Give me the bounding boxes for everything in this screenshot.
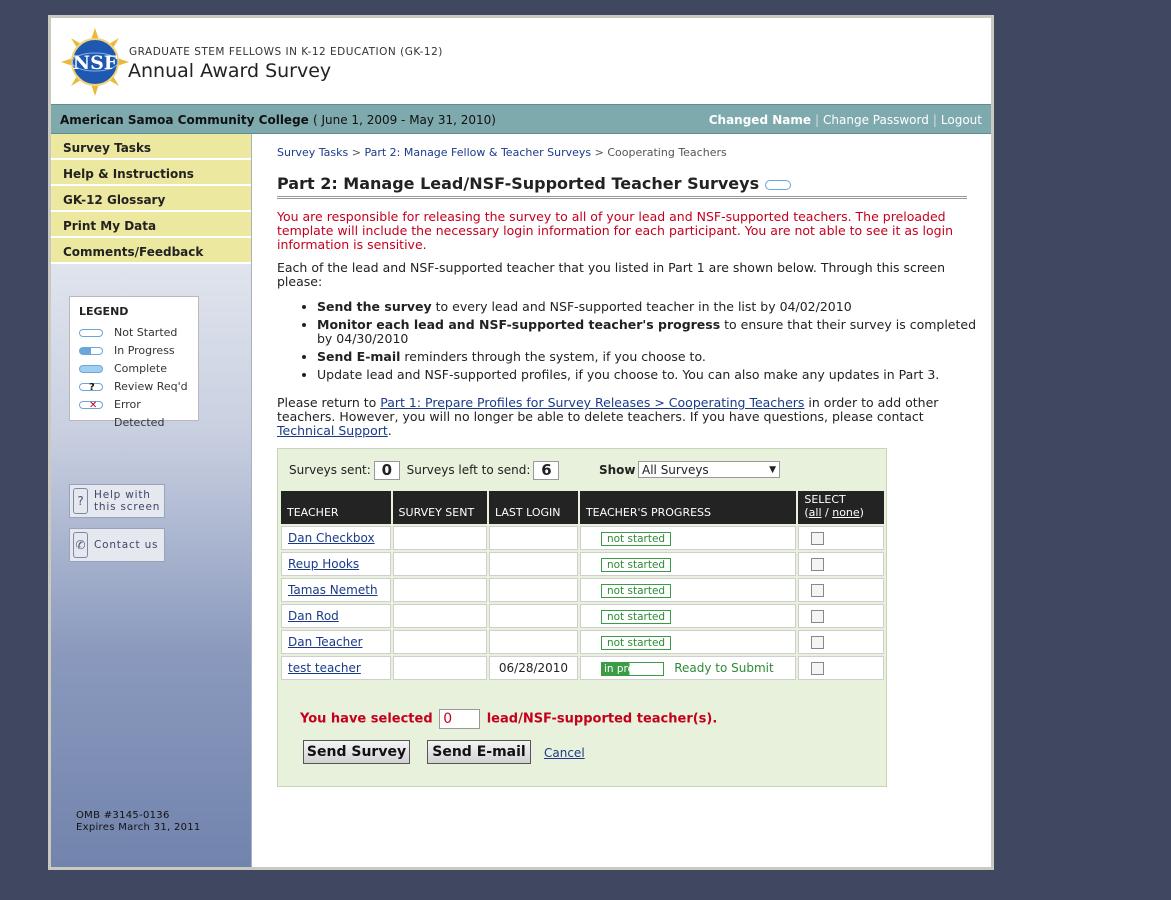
- user-links: [709, 113, 982, 127]
- breadcrumb-part2[interactable]: Part 2: Manage Fellow & Teacher Surveys: [364, 146, 592, 159]
- list-item: • Update lead and NSF-supported profiles, if you choose to. You can also make any updates in Part 3.: [317, 368, 977, 382]
- select-checkbox[interactable]: [811, 610, 824, 623]
- teacher-link[interactable]: Dan Checkbox: [288, 531, 375, 545]
- select-none-link[interactable]: none: [832, 506, 860, 519]
- not-started-icon: [79, 329, 103, 337]
- show-filter-select[interactable]: All Surveys ▼: [638, 461, 780, 478]
- phone-icon: ✆: [73, 532, 88, 558]
- table-row: [281, 630, 884, 654]
- cancel-link[interactable]: Cancel: [544, 746, 585, 760]
- contact-us-button[interactable]: ✆ Contact us: [69, 528, 165, 562]
- nav-comments-feedback[interactable]: Comments/Feedback: [51, 238, 251, 264]
- teacher-link[interactable]: Dan Rod: [288, 609, 339, 623]
- list-item: • Send E-mail reminders through the system, if you choose to.: [317, 350, 977, 364]
- legend-title: LEGEND: [79, 305, 129, 318]
- col-teacher[interactable]: TEACHER: [281, 491, 391, 524]
- legend-error: ✕ Error Detected: [79, 396, 189, 414]
- nav-help-instructions[interactable]: Help & Instructions: [51, 160, 251, 186]
- send-survey-button[interactable]: Send Survey: [303, 740, 410, 764]
- select-checkbox[interactable]: [811, 532, 824, 545]
- teacher-link[interactable]: Dan Teacher: [288, 635, 363, 649]
- select-all-link[interactable]: all: [808, 506, 822, 519]
- teacher-link[interactable]: Reup Hooks: [288, 557, 360, 571]
- in-progress-icon: [79, 347, 103, 355]
- col-survey-sent[interactable]: SURVEY SENT: [393, 491, 488, 524]
- teacher-table: [279, 489, 886, 682]
- status-not-started-icon: [765, 180, 791, 190]
- institution-name: American Samoa Community College ( June 1, 2009 - May 31, 2010): [60, 113, 496, 127]
- award-dates: ( June 1, 2009 - May 31, 2010): [312, 113, 496, 127]
- select-checkbox[interactable]: [811, 662, 824, 675]
- omb-info: OMB #3145-0136 Expires March 31, 2011: [76, 810, 201, 833]
- status-badge: not started: [601, 532, 671, 546]
- legend-not-started: Not Started: [79, 324, 189, 342]
- table-row: [281, 526, 884, 550]
- show-label: Show: [599, 463, 636, 477]
- nsf-logo: [61, 28, 129, 96]
- selected-count-field[interactable]: 0: [439, 709, 480, 729]
- legend-complete: Complete: [79, 360, 189, 378]
- review-required-icon: ?: [79, 383, 103, 391]
- change-password-link[interactable]: Change Password: [823, 113, 929, 127]
- program-name: GRADUATE STEM FELLOWS IN K-12 EDUCATION (GK-12): [129, 46, 443, 58]
- page-frame: [48, 15, 994, 870]
- help-icon: ?: [73, 488, 88, 514]
- logout-link[interactable]: Logout: [940, 113, 982, 127]
- status-badge: not started: [601, 610, 671, 624]
- status-note: Ready to Submit: [674, 660, 774, 675]
- teacher-link[interactable]: test teacher: [288, 661, 361, 675]
- svg-text:NSF: NSF: [72, 52, 118, 74]
- header: [51, 18, 991, 103]
- separator: |: [815, 113, 820, 127]
- survey-panel: [277, 448, 887, 787]
- breadcrumb-current: Cooperating Teachers: [607, 146, 727, 159]
- select-checkbox[interactable]: [811, 584, 824, 597]
- status-badge: in progress: [601, 662, 664, 676]
- teacher-link[interactable]: Tamas Nemeth: [288, 583, 378, 597]
- nav-glossary[interactable]: GK-12 Glossary: [51, 186, 251, 212]
- send-email-button[interactable]: Send E-mail: [427, 740, 531, 764]
- breadcrumb-survey-tasks[interactable]: Survey Tasks: [277, 146, 349, 159]
- status-badge: not started: [601, 558, 671, 572]
- complete-icon: [79, 365, 103, 373]
- legend: [69, 296, 199, 429]
- breadcrumb: Survey Tasks > Part 2: Manage Fellow & Teacher Surveys > Cooperating Teachers: [277, 146, 727, 159]
- legend-review: ? Review Req'd: [79, 378, 189, 396]
- table-header-row: [281, 491, 884, 524]
- return-note: Please return to Part 1: Prepare Profiles for Survey Releases > Cooperating Teachers in order to add other teachers. However, you will no longer be able to delete teachers. If you have questions, please contact Technical Support.: [277, 395, 939, 438]
- user-name-link[interactable]: Changed Name: [708, 113, 811, 127]
- instruction-list: [299, 300, 977, 386]
- select-checkbox[interactable]: [811, 558, 824, 571]
- col-select: SELECT (all / none): [798, 491, 884, 524]
- intro-text: Each of the lead and NSF-supported teacher that you listed in Part 1 are shown below. Through this screen please:: [277, 260, 945, 289]
- institution-bar: [51, 104, 991, 134]
- status-badge: not started: [601, 584, 671, 598]
- table-row: test teacher 06/28/2010 in progress Ready to Submit: [281, 656, 884, 680]
- legend-in-progress: In Progress: [79, 342, 189, 360]
- list-item: • Monitor each lead and NSF-supported teacher's progress to ensure that their survey is completed by 04/30/2010: [317, 318, 977, 346]
- nav-survey-tasks[interactable]: Survey Tasks: [51, 134, 251, 160]
- part1-link[interactable]: Part 1: Prepare Profiles for Survey Releases > Cooperating Teachers: [380, 395, 805, 410]
- survey-stats: Surveys sent: 0 Surveys left to send: 6: [289, 461, 562, 480]
- error-icon: ✕: [79, 401, 103, 409]
- table-row: [281, 604, 884, 628]
- technical-support-link[interactable]: Technical Support: [277, 423, 388, 438]
- surveys-sent-count: 0: [374, 461, 400, 480]
- page-title: Part 2: Manage Lead/NSF-Supported Teacher Surveys: [277, 174, 967, 199]
- selected-summary: You have selected 0 lead/NSF-supported teacher(s).: [300, 711, 718, 727]
- surveys-left-count: 6: [533, 461, 559, 480]
- col-progress[interactable]: TEACHER'S PROGRESS: [580, 491, 796, 524]
- table-row: [281, 552, 884, 576]
- table-row: [281, 578, 884, 602]
- nav-print-my-data[interactable]: Print My Data: [51, 212, 251, 238]
- chevron-down-icon: ▼: [769, 465, 776, 475]
- sidebar: [51, 134, 252, 867]
- survey-title: Annual Award Survey: [128, 60, 332, 82]
- warning-text: You are responsible for releasing the survey to all of your lead and NSF-supported teachers. The preloaded template will include the necessary login information for each participant. You are not able to see it as login information is sensitive.: [277, 209, 953, 252]
- help-with-screen-button[interactable]: ? Help with this screen: [69, 484, 165, 518]
- list-item: • Send the survey to every lead and NSF-supported teacher in the list by 04/02/2010: [317, 300, 977, 314]
- page-content: [51, 18, 991, 867]
- separator: |: [932, 113, 937, 127]
- select-checkbox[interactable]: [811, 636, 824, 649]
- status-badge: not started: [601, 636, 671, 650]
- col-last-login[interactable]: LAST LOGIN: [489, 491, 578, 524]
